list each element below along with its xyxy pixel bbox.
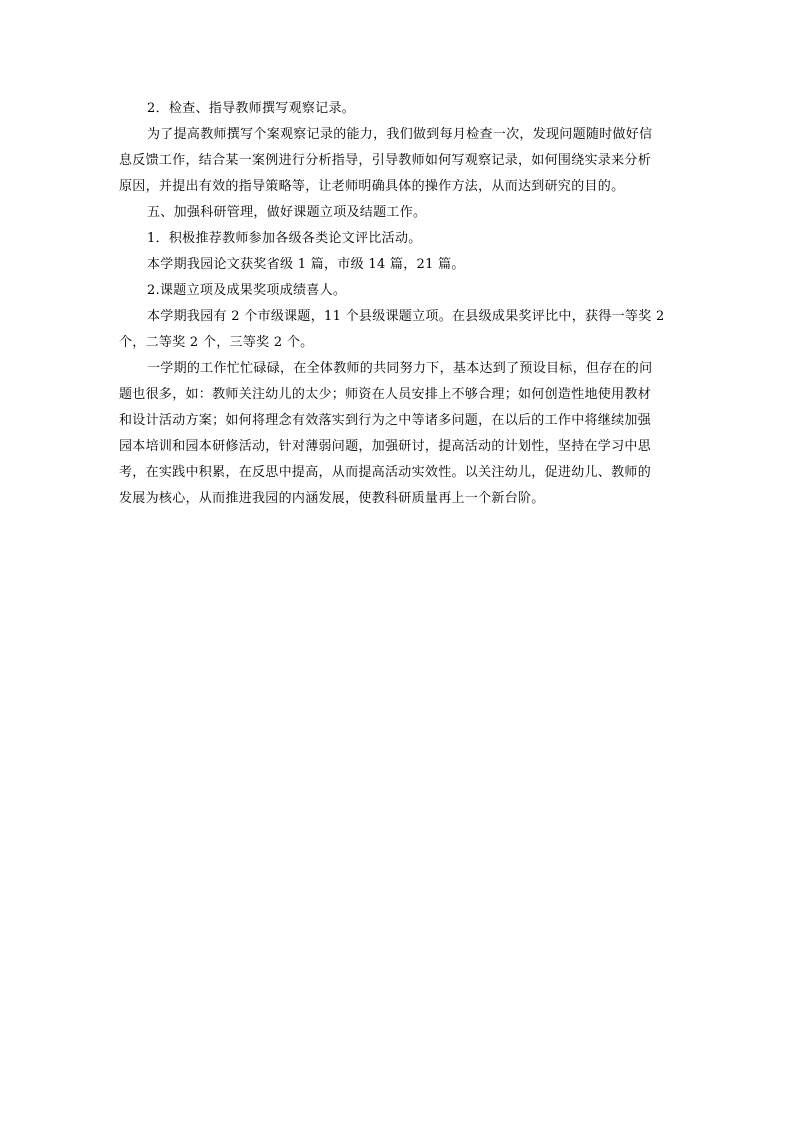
paragraph-line: 原因，并提出有效的指导策略等，让老师明确具体的操作方法，从而达到研究的目的。: [119, 179, 625, 194]
paragraph-line: 本学期我园有 2 个市级课题，11 个县级课题立项。在县级成果奖评比中，获得一等奖 2: [147, 309, 665, 324]
paragraph-line: 考，在实践中积累，在反思中提高，从而提高活动实效性。以关注幼儿，促进幼儿、教师的: [119, 465, 652, 480]
paragraph-line: 为了提高教师撰写个案观察记录的能力，我们做到每月检查一次，发现问题随时做好信: [147, 127, 653, 142]
paragraph-line: 息反馈工作，结合某一案例进行分析指导，引导教师如何写观察记录，如何围绕实录来分析: [119, 153, 652, 168]
subheading-check-records: 2．检查、指导教师撰写观察记录。: [147, 101, 356, 116]
document-page: [119, 96, 675, 512]
section-heading-research-management: 五、加强科研管理，做好课题立项及结题工作。: [147, 205, 427, 220]
paragraph-line: 本学期我园论文获奖省级 1 篇，市级 14 篇，21 篇。: [147, 257, 465, 272]
paragraph-line: 和设计活动方案；如何将理念有效落实到行为之中等诸多问题，在以后的工作中将继续加强: [119, 413, 652, 428]
paragraph-line: 发展为核心，从而推进我园的内涵发展，使教科研质量再上一个新台阶。: [119, 491, 545, 506]
paragraph-line: 题也很多，如：教师关注幼儿的太少；师资在人员安排上不够合理；如何创造性地使用教材: [119, 387, 652, 402]
subheading-paper-competition: 1．积极推荐教师参加各级各类论文评比活动。: [147, 231, 422, 246]
paragraph-line: 一学期的工作忙忙碌碌，在全体教师的共同努力下，基本达到了预设目标，但存在的问: [147, 361, 653, 376]
subheading-project-awards: 2.课题立项及成果奖项成绩喜人。: [147, 283, 347, 298]
paragraph-line: 园本培训和园本研修活动，针对薄弱问题，加强研讨，提高活动的计划性，坚持在学习中思: [119, 439, 652, 454]
paragraph-line: 个，二等奖 2 个，三等奖 2 个。: [119, 335, 314, 350]
